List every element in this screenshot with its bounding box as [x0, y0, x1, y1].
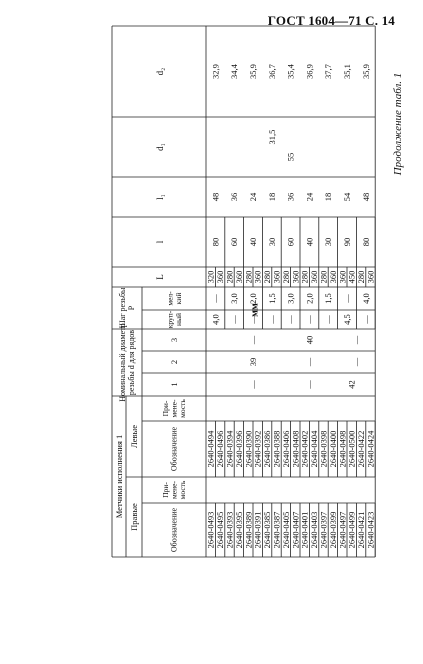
- designation-left: 2640-0394: [224, 430, 235, 468]
- value-L: 360: [337, 270, 348, 284]
- designation-left: 2640-0406: [280, 430, 291, 468]
- designation-left: 2640-0424: [365, 430, 376, 468]
- pitch-fine: 1,5: [266, 293, 277, 304]
- value-l: 40: [248, 237, 258, 247]
- value-L: 280: [280, 270, 291, 284]
- pitch-coarse: 4,5: [342, 314, 352, 325]
- value-d2: 36,9: [304, 64, 315, 79]
- value-row3: 40: [304, 335, 315, 345]
- header-l: l: [155, 240, 165, 244]
- designation-right: 2640-0387: [271, 511, 282, 549]
- designation-right: 2640-0403: [309, 511, 320, 549]
- value-row1: 42: [346, 380, 357, 389]
- designation-right: 2640-0423: [365, 511, 376, 549]
- designation-left: 2640-0404: [309, 430, 320, 468]
- header-d1: d₁: [155, 143, 165, 151]
- designation-right: 2640-0493: [205, 511, 216, 549]
- header-right: Правые: [129, 503, 139, 531]
- value-l1: 18: [323, 192, 334, 202]
- designation-left: 2640-0402: [299, 430, 310, 468]
- pitch-coarse: —: [248, 315, 258, 324]
- value-d2: 32,9: [210, 64, 221, 79]
- value-d1-second: 31,5: [266, 129, 277, 145]
- data-table: [112, 26, 376, 557]
- value-l1: 48: [210, 192, 221, 202]
- header-designation-left: Обозначение: [169, 426, 179, 472]
- designation-right: 2640-0385: [262, 511, 273, 549]
- value-d1-first: 55: [285, 152, 296, 162]
- header-left: Левые: [129, 425, 139, 448]
- value-l: 60: [285, 237, 296, 247]
- pitch-fine: —: [210, 294, 221, 303]
- designation-left: 2640-0498: [337, 430, 348, 468]
- designation-right: 2640-0407: [290, 511, 301, 549]
- value-L: 450: [346, 270, 357, 284]
- designation-left: 2640-0392: [252, 430, 263, 468]
- value-l: 80: [210, 237, 221, 247]
- value-L: 280: [224, 270, 235, 284]
- value-l: 30: [266, 237, 277, 247]
- value-L: 360: [271, 270, 282, 284]
- header-pitch: P: [127, 305, 136, 311]
- designation-left: 2640-0408: [290, 430, 301, 468]
- designation-right: 2640-0397: [318, 511, 329, 549]
- header-applicability-left: При-: [161, 400, 170, 417]
- value-L: 280: [318, 270, 329, 284]
- designation-left: 2640-0388: [271, 430, 282, 468]
- span-dash: —: [248, 335, 258, 345]
- value-L: 360: [252, 270, 263, 284]
- designation-left: 2640-0398: [318, 430, 329, 468]
- header-coarse: ный: [173, 312, 183, 327]
- designation-left: 2640-0422: [356, 430, 367, 468]
- value-l: 80: [360, 237, 371, 247]
- header-pitch: Шаг резьбы: [118, 287, 127, 329]
- value-row2: 39: [248, 357, 258, 367]
- value-d2: 35,1: [342, 64, 352, 79]
- designation-left: 2640-0386: [262, 430, 273, 468]
- designation-left: 2640-0496: [215, 430, 226, 468]
- pitch-fine: 2,0: [304, 293, 315, 304]
- value-l1: 24: [304, 192, 315, 202]
- designation-right: 2640-0399: [327, 511, 338, 549]
- value-L: 360: [215, 270, 226, 284]
- header-applicability-right: мость: [178, 480, 187, 500]
- value-l: 90: [342, 237, 352, 247]
- value-l1: 36: [229, 192, 240, 202]
- span-dash: —: [304, 380, 315, 389]
- value-d2: 35,9: [248, 64, 258, 79]
- designation-right: 2640-0389: [243, 511, 254, 549]
- header-row-3: 3: [169, 337, 179, 343]
- designation-left: 2640-0494: [205, 430, 216, 468]
- value-d2: 35,9: [360, 64, 371, 79]
- pitch-fine: 4,0: [360, 293, 371, 304]
- header-coarse: круп-: [165, 310, 175, 329]
- designation-right: 2640-0421: [356, 511, 367, 549]
- header-L: L: [155, 274, 165, 280]
- header-applicability-left: мене-: [169, 399, 179, 418]
- value-L: 360: [365, 270, 376, 284]
- value-l: 30: [323, 237, 334, 247]
- value-L: 360: [290, 270, 301, 284]
- header-d2: d₂: [155, 67, 165, 76]
- designation-right: 2640-0395: [233, 511, 244, 549]
- pitch-fine: 2,0: [248, 293, 258, 304]
- value-d2: 36,7: [266, 64, 277, 79]
- header-marking: Метчики исполнения 1: [114, 434, 124, 519]
- table-continuation-label: Продолжение табл. 1: [392, 72, 404, 176]
- designation-right: 2640-0391: [252, 511, 263, 549]
- designation-right: 2640-0495: [215, 511, 226, 549]
- header-l1: l₁: [155, 194, 165, 200]
- pitch-coarse: —: [229, 315, 240, 324]
- designation-left: 2640-0396: [233, 430, 244, 468]
- value-L: 280: [356, 270, 367, 284]
- header-fine: мел-: [165, 291, 175, 306]
- designation-left: 2640-0390: [243, 430, 254, 468]
- pitch-fine: 3,0: [285, 293, 296, 304]
- pitch-fine: —: [342, 294, 352, 303]
- value-d2: 37,7: [323, 64, 334, 79]
- value-d2: 35,4: [285, 64, 296, 79]
- designation-left: 2640-0500: [346, 430, 357, 468]
- value-L: 320: [205, 270, 216, 284]
- pitch-fine: 1,5: [323, 293, 334, 304]
- designation-right: 2640-0401: [299, 511, 310, 549]
- span-dash: —: [248, 380, 258, 389]
- page-header: ГОСТ 1604—71 С. 14: [267, 13, 395, 28]
- designation-right: 2640-0405: [280, 511, 291, 549]
- pitch-coarse: —: [323, 315, 334, 324]
- span-dash: —: [351, 357, 362, 367]
- designation-left: 2640-0400: [327, 430, 338, 468]
- designation-right: 2640-0497: [337, 511, 348, 549]
- pitch-coarse: 4,0: [210, 314, 221, 325]
- value-L: 280: [262, 270, 273, 284]
- header-row-2: 2: [169, 359, 179, 365]
- value-l1: 36: [285, 192, 296, 202]
- header-designation-right: Обозначение: [169, 507, 179, 553]
- span-dash: —: [351, 335, 362, 345]
- value-l: 40: [304, 237, 315, 247]
- value-L: 360: [327, 270, 338, 284]
- value-l1: 18: [266, 192, 277, 202]
- value-d2: 34,4: [229, 64, 240, 79]
- value-l1: 54: [342, 192, 352, 202]
- pitch-fine: 3,0: [229, 293, 240, 304]
- value-L: 360: [233, 270, 244, 284]
- header-applicability-right: мене-: [169, 481, 179, 499]
- unit-label: мм: [249, 303, 261, 317]
- pitch-coarse: —: [360, 315, 371, 324]
- value-L: 280: [299, 270, 310, 284]
- designation-right: 2640-0499: [346, 511, 357, 549]
- span-dash: —: [304, 357, 315, 367]
- header-nominal-diameter: резьбы d для рядов: [127, 329, 136, 396]
- value-l: 60: [229, 237, 240, 247]
- pitch-coarse: —: [304, 315, 315, 324]
- pitch-coarse: —: [266, 315, 277, 324]
- header-applicability-right: При-: [161, 482, 170, 498]
- header-row-1: 1: [169, 382, 179, 387]
- pitch-coarse: —: [285, 315, 296, 324]
- value-L: 280: [243, 270, 254, 284]
- header-nominal-diameter: Номинальный диаметр: [118, 323, 127, 402]
- value-L: 360: [309, 270, 320, 284]
- header-fine: кий: [173, 292, 183, 305]
- value-l1: 24: [248, 192, 258, 202]
- value-l1: 48: [360, 192, 371, 202]
- header-applicability-left: мость: [178, 399, 187, 418]
- designation-right: 2640-0393: [224, 511, 235, 549]
